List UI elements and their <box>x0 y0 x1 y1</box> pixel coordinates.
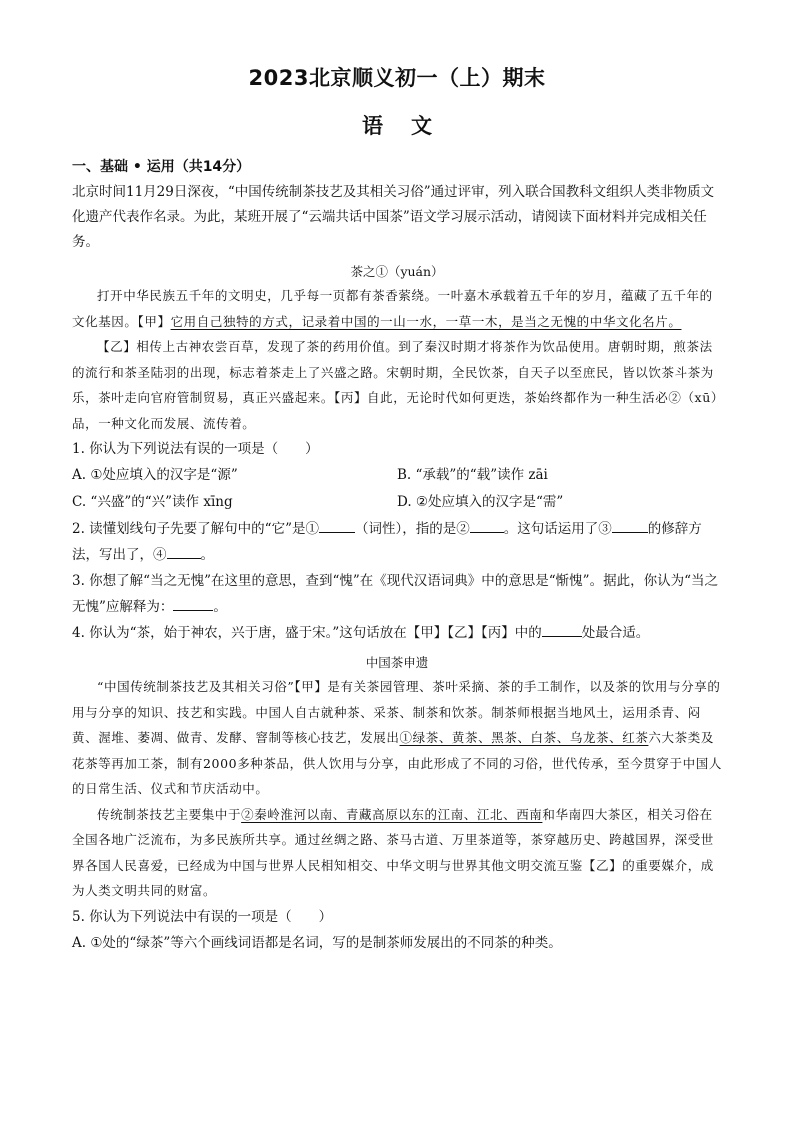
q2-text-2: （词性），指的是② <box>354 521 470 537</box>
article1-paragraph-2: 【乙】相传上古神农尝百草，发现了茶的药用价值。到了秦汉时期才将茶作为饮品使用。唐朝时期，煎茶法的流行和茶圣陆羽的出现，标志着茶走上了兴盛之路。宋朝时期，全民饮茶，自天子以至庶民，皆以饮茶斗茶为乐，茶叶走向官府管制贸易，真正兴盛起来。【丙】自此，无论时代如何更迭，茶始终都作为一种生活必②（xū）品，一种文化而发展、流传着。 <box>72 339 718 431</box>
q2-text-4: 的修辞方法，写出了，④ <box>72 521 702 563</box>
underlined-region: ②秦岭淮河以南、青藏高原以东的江南、江北、西南 <box>241 806 543 822</box>
q4-text-2: 处最合适。 <box>581 625 650 641</box>
question-2 <box>72 516 722 568</box>
answer-blank[interactable] <box>319 518 355 533</box>
answer-blank[interactable] <box>470 518 504 533</box>
section-intro: 北京时间11月29日深夜，“中国传统制茶技艺及其相关习俗”通过评审，列入联合国教科文组织人类非物质文化遗产代表作名录。为此，某班开展了“云端共话中国茶”语文学习展示活动，请阅读下面材料并完成相关任务。 <box>72 184 715 250</box>
answer-blank[interactable] <box>542 622 582 637</box>
question-5-option-a: A. ①处的“绿茶”等六个画线词语都是名词，写的是制茶师发展出的不同茶的种类。 <box>72 934 562 951</box>
underlined-tea-types: ①绿茶、黄茶、黑茶、白茶、乌龙茶、红茶 <box>399 730 649 745</box>
q4-text-1: 4. 你认为“茶，始于神农，兴于唐，盛于宋。”这句话放在【甲】【乙】【丙】中的 <box>72 625 542 641</box>
q3-text-1: 3. 你想了解“当之无愧”在这里的意思，查到“愧”在《现代汉语词典》中的意思是“惭愧”。据此，你认为“当之无愧”应解释为： <box>72 573 718 615</box>
question-5: 5. 你认为下列说法中有误的一项是（ ） <box>72 908 333 925</box>
q3-text-2: 。 <box>213 599 227 615</box>
page-title: 2023北京顺义初一（上）期末 <box>248 66 546 90</box>
section-heading: 一、基础 • 运用（共14分） <box>72 159 251 175</box>
article2-paragraph-2 <box>72 802 722 904</box>
article1-p1-text: 打开中华民族五千年的文明史，几乎每一页都有茶香萦绕。一叶嘉木承载着五千年的岁月，蕴藏了五千年的文化基因。【甲】 <box>72 288 713 329</box>
article1-title: 茶之①（yuán） <box>350 264 444 279</box>
article2-p2-text-1: 传统制茶技艺主要集中于 <box>97 806 242 822</box>
subject-title: 语文 <box>362 114 460 138</box>
option-b: B. “承载”的“载”读作 zāi <box>397 467 548 483</box>
article2-p2-text-2: 和华南四大茶区，相关习俗在全国各地广泛流布，为多民族所共享。通过丝绸之路、茶马古道、万里茶道等，茶穿越历史、跨越国界，深受世界各国人民喜爱，已经成为中国与世界人民相知相交、中华文明与世界其他文明交流互鉴【乙】的重要媒介，成为人类文明共同的财富。 <box>72 806 714 898</box>
article2-paragraph-1 <box>72 674 722 802</box>
article1-paragraph-1 <box>72 283 722 334</box>
q2-text-1: 2. 读懂划线句子先要了解句中的“它”是① <box>72 521 319 537</box>
article2-title: 中国茶申遗 <box>365 655 429 670</box>
question-1-options-row-1 <box>72 462 722 489</box>
answer-blank[interactable] <box>612 518 648 533</box>
underlined-sentence: 它用自己独特的方式，记录着中国的一山一水，一草一木，是当之无愧的中华文化名片。 <box>170 313 682 329</box>
q2-text-3: 。这句话运用了③ <box>503 521 612 537</box>
article2-p1-text-2: 六大茶类及花茶等再加工茶，制有2000多种茶品，供人饮用与分享，由此形成了不同的习俗，世代传承，至今贯穿于中国人的日常生活、仪式和节庆活动中。 <box>72 730 722 796</box>
question-1-options-row-2 <box>72 489 722 516</box>
option-c: C. “兴盛”的“兴”读作 xīng <box>72 494 233 510</box>
answer-blank[interactable] <box>173 596 213 611</box>
option-d: D. ②处应填入的汉字是“需” <box>397 494 564 510</box>
question-4 <box>72 620 722 646</box>
question-3 <box>72 568 722 620</box>
answer-blank[interactable] <box>167 544 201 559</box>
article2-p1-text-1: “中国传统制茶技艺及其相关习俗”【甲】是有关茶园管理、茶叶采摘、茶的手工制作，以及茶的饮用与分享的用与分享的知识、技艺和实践。中国人自古就种茶、采茶、制茶和饮茶。制茶师根据当地风土，运用杀青、闷黄、渥堆、萎凋、做青、发酵、窨制等核心技艺，发展出 <box>72 679 721 745</box>
question-1: 1. 你认为下列说法有误的一项是（ ） <box>72 441 319 457</box>
q2-text-5: 。 <box>200 547 214 563</box>
option-a: A. ①处应填入的汉字是“源” <box>72 467 238 483</box>
